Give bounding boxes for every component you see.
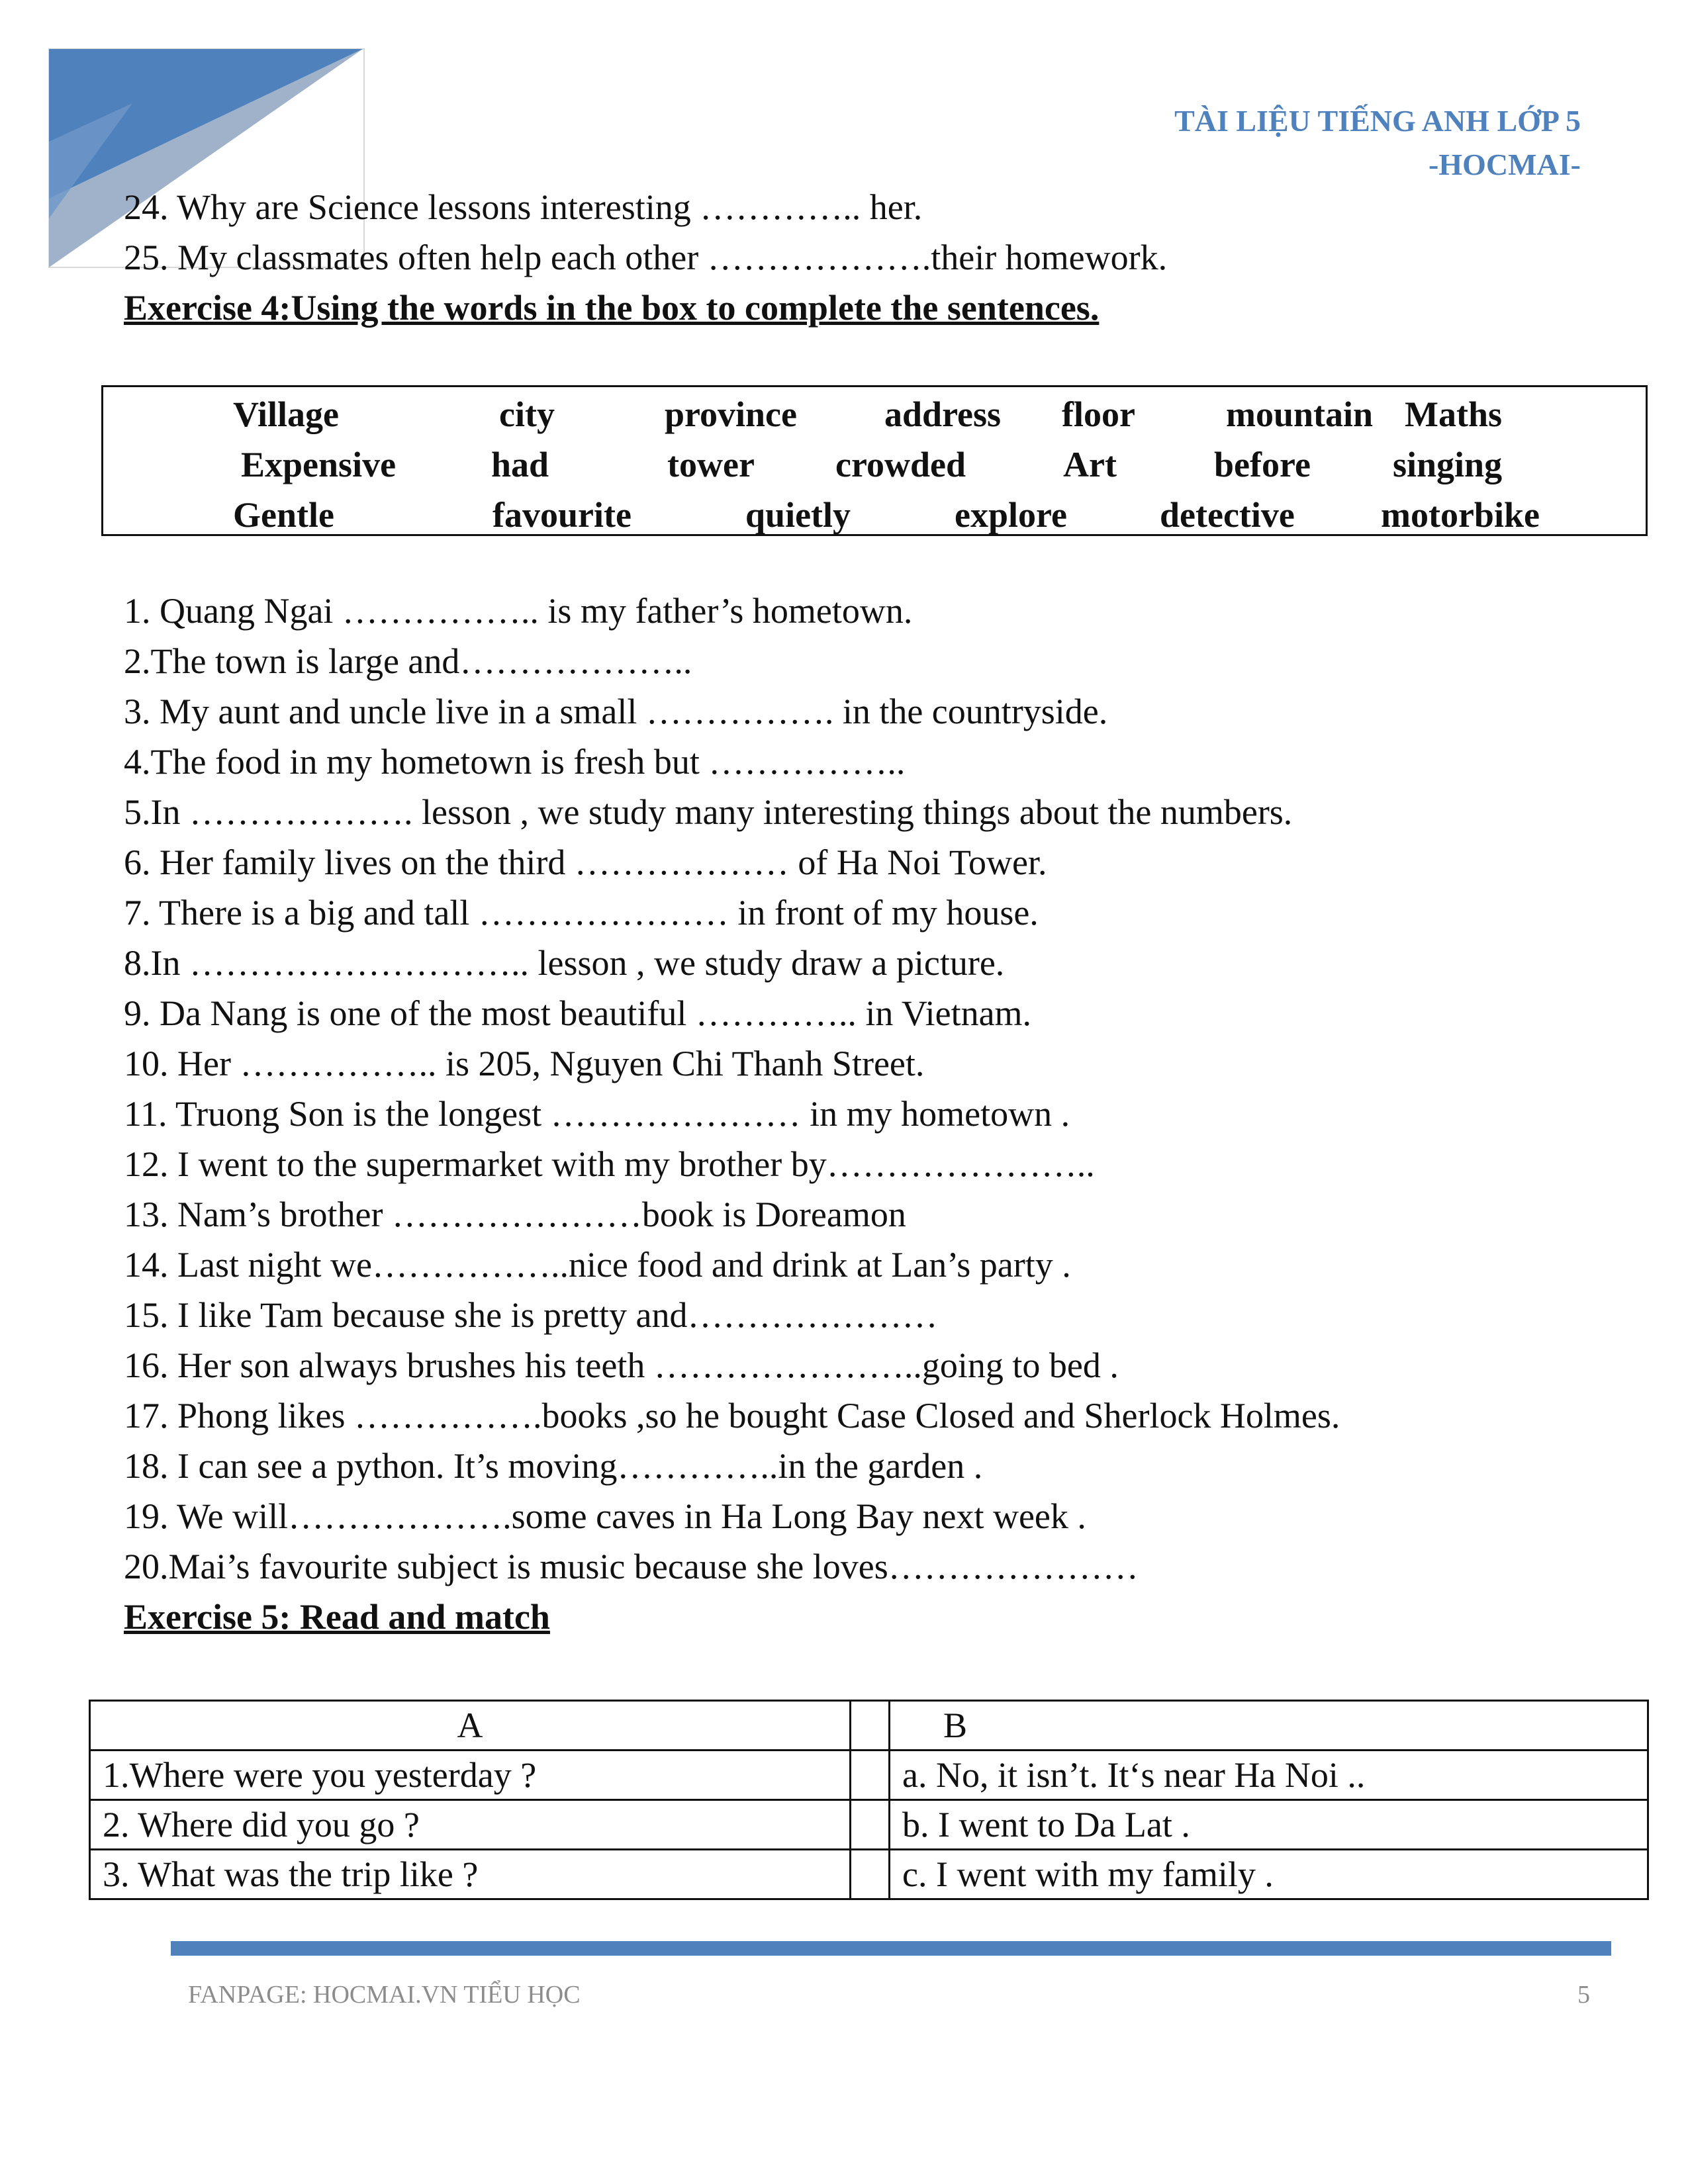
footer-divider bbox=[171, 1941, 1611, 1956]
question-cell: 3. What was the trip like ? bbox=[90, 1850, 851, 1899]
sentence-2: 2.The town is large and……………….. bbox=[124, 641, 692, 681]
word-item: Expensive bbox=[241, 445, 397, 484]
match-table bbox=[89, 1700, 1649, 1900]
word-item: motorbike bbox=[1381, 495, 1540, 535]
table-row bbox=[90, 1800, 1648, 1850]
word-item: floor bbox=[1062, 394, 1135, 434]
sentence-5: 5.In ………………. lesson , we study many interesting things about the numbers. bbox=[124, 792, 1293, 832]
sentence-8: 8.In ……………………….. lesson , we study draw a picture. bbox=[124, 943, 1005, 983]
word-item: before bbox=[1214, 445, 1311, 484]
sentence-15: 15. I like Tam because she is pretty and………………… bbox=[124, 1295, 938, 1335]
word-item: Art bbox=[1063, 445, 1117, 484]
sentence-10: 10. Her …………….. is 205, Nguyen Chi Thanh Street. bbox=[124, 1044, 925, 1083]
word-item: Gentle bbox=[233, 495, 334, 535]
option-cell: b. I went to Da Lat . bbox=[890, 1800, 1648, 1850]
header-subtitle: -HOCMAI- bbox=[1429, 148, 1581, 181]
header-title: TÀI LIỆU TIẾNG ANH LỚP 5 bbox=[1174, 104, 1581, 138]
corner-decoration bbox=[0, 0, 371, 278]
word-item: city bbox=[499, 394, 555, 434]
exercise-5-title: Exercise 5: Read and match bbox=[124, 1597, 550, 1637]
sentence-4: 4.The food in my hometown is fresh but …………….. bbox=[124, 742, 906, 782]
word-item: singing bbox=[1393, 445, 1503, 484]
sentence-9: 9. Da Nang is one of the most beautiful ………….. in Vietnam. bbox=[124, 993, 1032, 1033]
sentence-3: 3. My aunt and uncle live in a small ……………. in the countryside. bbox=[124, 692, 1108, 731]
word-item: mountain bbox=[1226, 394, 1374, 434]
footer-fanpage: FANPAGE: HOCMAI.VN TIỂU HỌC bbox=[188, 1981, 581, 2009]
word-item: Village bbox=[233, 394, 339, 434]
word-item: address bbox=[884, 394, 1002, 434]
word-item: province bbox=[665, 394, 797, 434]
question-cell: 2. Where did you go ? bbox=[90, 1800, 851, 1850]
sentence-11: 11. Truong Son is the longest ………………… in my hometown . bbox=[124, 1094, 1070, 1134]
sentence-13: 13. Nam’s brother …………………book is Doreamon bbox=[124, 1195, 906, 1234]
page-number: 5 bbox=[1577, 1981, 1590, 2009]
table-row bbox=[90, 1751, 1648, 1800]
prev-item-25: 25. My classmates often help each other ……………….their homework. bbox=[124, 238, 1168, 277]
word-item: detective bbox=[1160, 495, 1295, 535]
column-a-header: A bbox=[90, 1701, 851, 1751]
exercise-4-title: Exercise 4:Using the words in the box to complete the sentences. bbox=[124, 288, 1100, 328]
answer-cell[interactable] bbox=[851, 1701, 890, 1751]
prev-item-24: 24. Why are Science lessons interesting ………….. her. bbox=[124, 187, 923, 227]
word-box bbox=[101, 385, 1648, 536]
sentence-12: 12. I went to the supermarket with my brother by………………….. bbox=[124, 1144, 1095, 1184]
table-header-row bbox=[90, 1701, 1648, 1751]
word-item: had bbox=[491, 445, 549, 484]
sentence-19: 19. We will……………….some caves in Ha Long Bay next week . bbox=[124, 1496, 1086, 1536]
column-b-header: B bbox=[890, 1701, 1648, 1751]
word-item: favourite bbox=[492, 495, 632, 535]
word-item: crowded bbox=[835, 445, 966, 484]
word-item: Maths bbox=[1405, 394, 1502, 434]
answer-cell[interactable] bbox=[851, 1850, 890, 1899]
sentence-20: 20.Mai’s favourite subject is music because she loves………………… bbox=[124, 1547, 1139, 1586]
sentence-1: 1. Quang Ngai …………….. is my father’s hometown. bbox=[124, 591, 913, 631]
option-cell: c. I went with my family . bbox=[890, 1850, 1648, 1899]
sentence-7: 7. There is a big and tall ………………… in front of my house. bbox=[124, 893, 1039, 933]
sentence-16: 16. Her son always brushes his teeth …………………..going to bed . bbox=[124, 1345, 1119, 1385]
option-cell: a. No, it isn’t. It‘s near Ha Noi .. bbox=[890, 1751, 1648, 1800]
table-row bbox=[90, 1850, 1648, 1899]
word-item: explore bbox=[955, 495, 1067, 535]
sentence-14: 14. Last night we……………..nice food and drink at Lan’s party . bbox=[124, 1245, 1071, 1285]
sentence-17: 17. Phong likes …………….books ,so he bought Case Closed and Sherlock Holmes. bbox=[124, 1396, 1340, 1435]
word-item: tower bbox=[667, 445, 755, 484]
question-cell: 1.Where were you yesterday ? bbox=[90, 1751, 851, 1800]
answer-cell[interactable] bbox=[851, 1800, 890, 1850]
sentence-18: 18. I can see a python. It’s moving…………..in the garden . bbox=[124, 1446, 983, 1486]
word-item: quietly bbox=[745, 495, 851, 535]
sentence-6: 6. Her family lives on the third ……………… of Ha Noi Tower. bbox=[124, 842, 1047, 882]
answer-cell[interactable] bbox=[851, 1751, 890, 1800]
